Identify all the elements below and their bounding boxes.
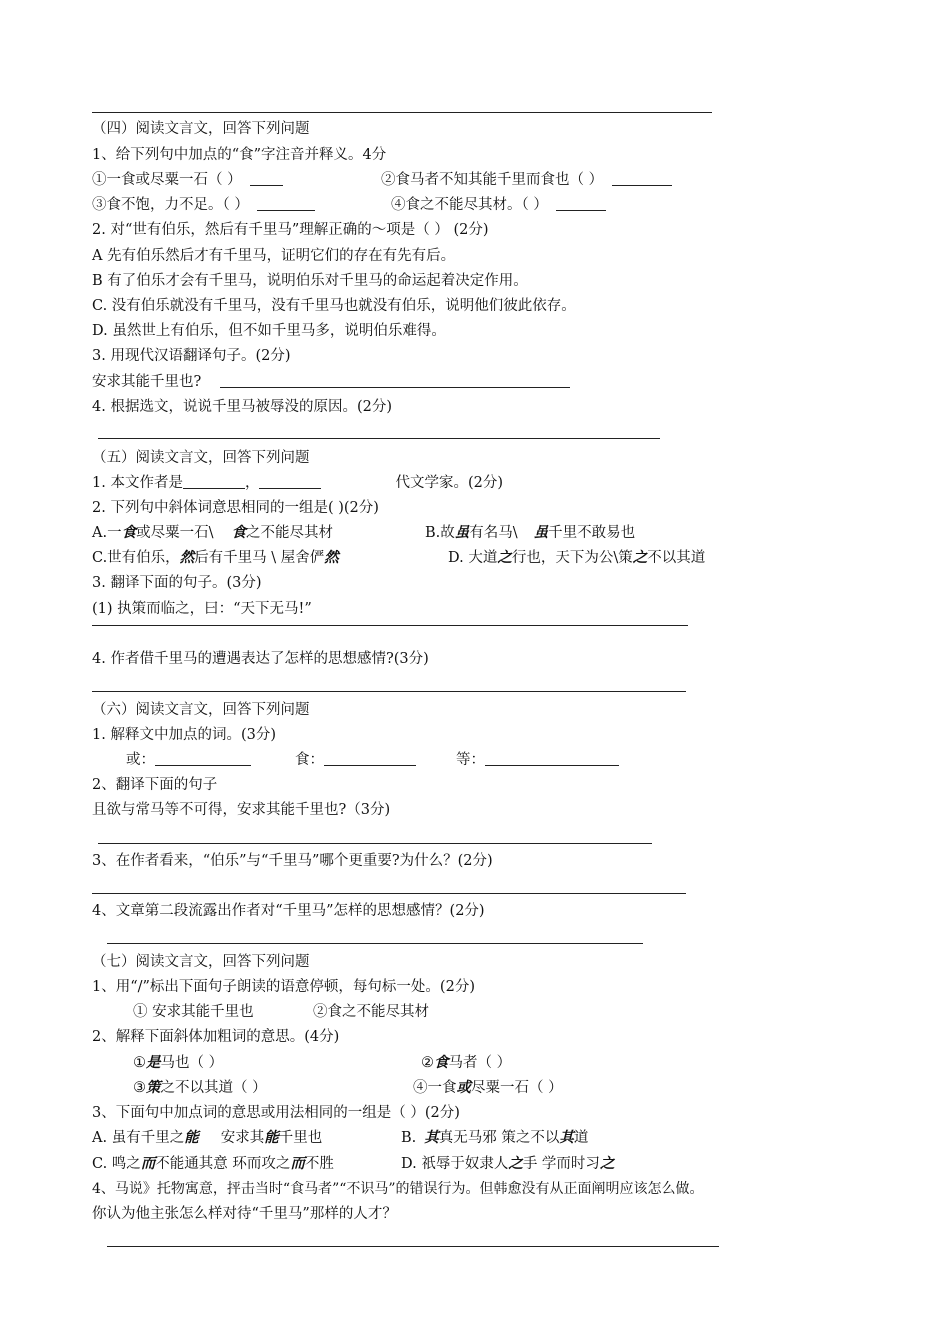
s4-q3-sentence	[92, 372, 570, 392]
s5-q2d-t5: 不以其道	[647, 550, 706, 566]
s4-q1a-text: ①一食或尽粟一石（ ）	[92, 172, 242, 188]
s5-q2b-key-2: 虽	[533, 524, 549, 541]
s5-q1-blank-1[interactable]	[183, 473, 245, 489]
s5-q2c-t1: C.世有伯乐，	[92, 550, 180, 566]
s4-q1c-blank[interactable]	[257, 195, 315, 211]
s7-q3c-key-2: 而	[290, 1155, 305, 1172]
s4-q2-option-b: B 有了伯乐才会有千里马，说明伯乐对千里马的命运起着决定作用。	[92, 273, 528, 289]
s4-q1b-blank[interactable]	[612, 170, 672, 186]
s5-q4-answer-line[interactable]	[92, 691, 686, 692]
s7-q1-item-b: ②食之不能尽其材	[313, 1004, 429, 1020]
s5-question-3: 3. 翻译下面的句子。(3分)	[92, 575, 262, 591]
s6-q1b-label: 食：	[295, 752, 324, 768]
s6-q1a-label: 或：	[126, 752, 155, 768]
s4-q3-answer-line[interactable]	[220, 372, 570, 388]
s5-q1-blank-2[interactable]	[259, 473, 321, 489]
s7-q3a-t1: A. 虽有千里之	[92, 1130, 185, 1146]
s7-q2-item-c	[133, 1078, 267, 1098]
s7-q3-option-d	[401, 1154, 614, 1174]
s7-q1-item-a: ① 安求其能千里也	[133, 1004, 254, 1020]
s4-q1d-blank[interactable]	[556, 195, 606, 211]
s7-q2c-rest: 之不以其道（ ）	[160, 1080, 267, 1096]
s6-q2-sentence: 且欲与常马等不可得，安求其能千里也?（3分)	[92, 802, 391, 818]
s4-q2-option-d: D. 虽然世上有伯乐，但不如千里马多，说明伯乐难得。	[92, 323, 446, 339]
s7-q2d-rest: 尽粟一石（ ）	[471, 1080, 563, 1096]
s4-q1-item-d	[391, 195, 606, 215]
section-6-title: （六）阅读文言文，回答下列问题	[92, 702, 310, 718]
s4-q1c-text: ③食不饱，力不足。（ ）	[92, 197, 249, 213]
s5-q2d-t3: 行也，天下为公\策	[511, 550, 633, 566]
s6-question-1: 1. 解释文中加点的词。(3分)	[92, 727, 276, 743]
s7-q2c-num: ③	[133, 1080, 146, 1096]
s4-q1-item-b	[381, 170, 672, 190]
s5-q3-sentence: (1) 执策而临之，曰：“天下无马!”	[92, 601, 312, 617]
s5-q2-option-b	[425, 523, 635, 543]
s5-q2c-key-1: 然	[179, 549, 195, 566]
s6-q1-blanks	[126, 750, 619, 770]
s4-question-1: 1、给下列句中加点的“食”字注音并释义。4分	[92, 147, 387, 163]
s4-question-3: 3. 用现代汉语翻译句子。(2分)	[92, 348, 291, 364]
s5-q2a-t3: 或尽粟一石\	[136, 525, 214, 541]
top-rule	[92, 112, 712, 113]
s6-question-3: 3、在作者看来，“伯乐”与“千里马”哪个更重要?为什么？(2分)	[92, 853, 493, 869]
s7-q3-option-b	[401, 1128, 588, 1148]
s7-q3b-key-1: 其	[424, 1129, 439, 1146]
s4-q2-option-c: C. 没有伯乐就没有千里马，没有千里马也就没有伯乐，说明他们彼此依存。	[92, 298, 576, 314]
s5-q1-post: 代文学家。(2分)	[395, 475, 503, 491]
section-5-title: （五）阅读文言文，回答下列问题	[92, 450, 310, 466]
s7-q3c-key-1: 而	[140, 1155, 156, 1172]
s5-q2-option-a	[92, 523, 333, 543]
s7-q2b-key: 食	[434, 1054, 449, 1071]
s5-question-2: 2. 下列句中斜体词意思相同的一组是( )(2分)	[92, 500, 379, 516]
s5-q2a-t1: A.一	[92, 525, 122, 541]
s7-q2-item-d	[413, 1078, 563, 1098]
section-4-title: （四）阅读文言文，回答下列问题	[92, 121, 310, 137]
s6-q1b-blank[interactable]	[324, 750, 416, 766]
s7-q3b-t3: 真无马邪 策之不以	[438, 1130, 560, 1146]
s6-q1a-blank[interactable]	[155, 750, 251, 766]
s5-q2b-t3: 有名马\	[469, 525, 518, 541]
s5-q2-option-d	[448, 548, 705, 568]
s5-q2a-key-1: 食	[121, 524, 137, 541]
s4-question-4: 4. 根据选文，说说千里马被辱没的原因。(2分)	[92, 399, 392, 415]
s4-q1d-text: ④食之不能尽其材。（ ）	[391, 197, 548, 213]
s4-q1a-blank[interactable]	[250, 170, 283, 186]
s4-question-2: 2. 对“世有伯乐，然后有千里马”理解正确的～项是（ ） (2分)	[92, 222, 489, 238]
s7-q3d-t3: 手 学而时习	[522, 1156, 600, 1172]
s7-question-4-line-1: 4、马说》托物寓意，抨击当时“食马者”“不识马”的错误行为。但韩愈没有从正面阐明应该怎么做。	[92, 1181, 704, 1197]
s6-q3-answer-line[interactable]	[92, 893, 686, 894]
s6-q2-answer-line[interactable]	[98, 843, 652, 844]
s5-q1-mid: ，	[244, 475, 260, 491]
s5-q2b-t1: B.故	[425, 525, 455, 541]
s7-q2d-key: 或	[456, 1079, 471, 1096]
section-7-title: （七）阅读文言文，回答下列问题	[92, 954, 310, 970]
s5-q2d-t1: D. 大道	[448, 550, 498, 566]
s7-q2b-num: ②	[421, 1055, 434, 1071]
s7-q2a-rest: 马也（ ）	[160, 1055, 224, 1071]
s7-q3a-key-2: 能	[264, 1129, 279, 1146]
s7-q3-option-a	[92, 1128, 322, 1148]
s5-q1-pre: 1. 本文作者是	[92, 475, 183, 491]
s4-q1-item-a	[92, 170, 283, 190]
s5-q3-answer-line[interactable]	[92, 625, 688, 626]
s5-q2b-t5: 千里不敢易也	[548, 525, 636, 541]
s6-q1c-blank[interactable]	[485, 750, 619, 766]
s7-question-1: 1、用“/”标出下面句子朗读的语意停顿，每句标一处。(2分)	[92, 979, 475, 995]
s7-q3b-t1: B.	[401, 1130, 417, 1146]
s5-q2a-key-2: 食	[231, 524, 246, 541]
s5-q2d-key-1: 之	[497, 549, 512, 566]
s7-q3a-t5: 千里也	[278, 1130, 323, 1146]
s7-q3a-key-1: 能	[184, 1129, 199, 1146]
s4-q3a-text: 安求其能千里也?	[92, 374, 202, 390]
s6-question-4: 4、文章第二段流露出作者对“千里马”怎样的思想感情？(2分)	[92, 903, 485, 919]
s6-question-2: 2、翻译下面的句子	[92, 777, 218, 793]
s5-question-1	[92, 473, 503, 493]
s5-question-4: 4. 作者借千里马的遭遇表达了怎样的思想感情?(3分)	[92, 651, 429, 667]
s4-q1-item-c	[92, 195, 315, 215]
s7-q2d-num: ④一食	[413, 1080, 457, 1096]
s7-question-2: 2、解释下面斜体加粗词的意思。(4分)	[92, 1029, 340, 1045]
s7-q3d-key-1: 之	[508, 1155, 523, 1172]
s4-q1b-text: ②食马者不知其能千里而食也（ ）	[381, 172, 604, 188]
s7-q3-option-c	[92, 1154, 334, 1174]
s7-q2-item-a	[133, 1053, 223, 1073]
s7-q2b-rest: 马者（ ）	[448, 1055, 512, 1071]
s5-q2b-key-1: 虽	[454, 524, 470, 541]
s7-q3c-t3: 不能通其意 环而攻之	[155, 1156, 291, 1172]
s7-q3d-key-2: 之	[599, 1155, 615, 1172]
s7-q3b-key-2: 其	[559, 1129, 574, 1146]
s7-q3d-t1: D. 祇辱于奴隶人	[401, 1156, 509, 1172]
s5-q2c-key-2: 然	[324, 549, 339, 566]
s7-q3a-t3: 安求其	[220, 1130, 265, 1146]
s7-q3b-t5: 道	[573, 1130, 589, 1146]
s7-q3c-t5: 不胜	[304, 1156, 334, 1172]
s6-q1c-label: 等：	[456, 752, 485, 768]
s7-q2-item-b	[421, 1053, 511, 1073]
s5-q2a-t5: 之不能尽其材	[245, 525, 333, 541]
s5-q2c-t3: 后有千里马 \ 屋舍俨	[194, 550, 325, 566]
s7-question-4-line-2: 你认为他主张怎么样对待“千里马”那样的人才？	[92, 1206, 397, 1222]
s5-q2-option-c	[92, 548, 339, 568]
s7-q2a-num: ①	[133, 1055, 146, 1071]
s7-question-3: 3、下面句中加点词的意思或用法相同的一组是（ ）(2分)	[92, 1105, 460, 1121]
s4-q2-option-a: A 先有伯乐然后才有千里马，证明它们的存在有先有后。	[92, 248, 456, 264]
s7-q3c-t1: C. 鸣之	[92, 1156, 141, 1172]
s7-q4-answer-line[interactable]	[107, 1246, 719, 1247]
s6-q4-answer-line[interactable]	[107, 943, 643, 944]
s4-q4-answer-line[interactable]	[98, 438, 660, 439]
s5-q2d-key-2: 之	[632, 549, 648, 566]
s7-q2a-key: 是	[146, 1054, 161, 1071]
s7-q2c-key: 策	[146, 1079, 161, 1096]
